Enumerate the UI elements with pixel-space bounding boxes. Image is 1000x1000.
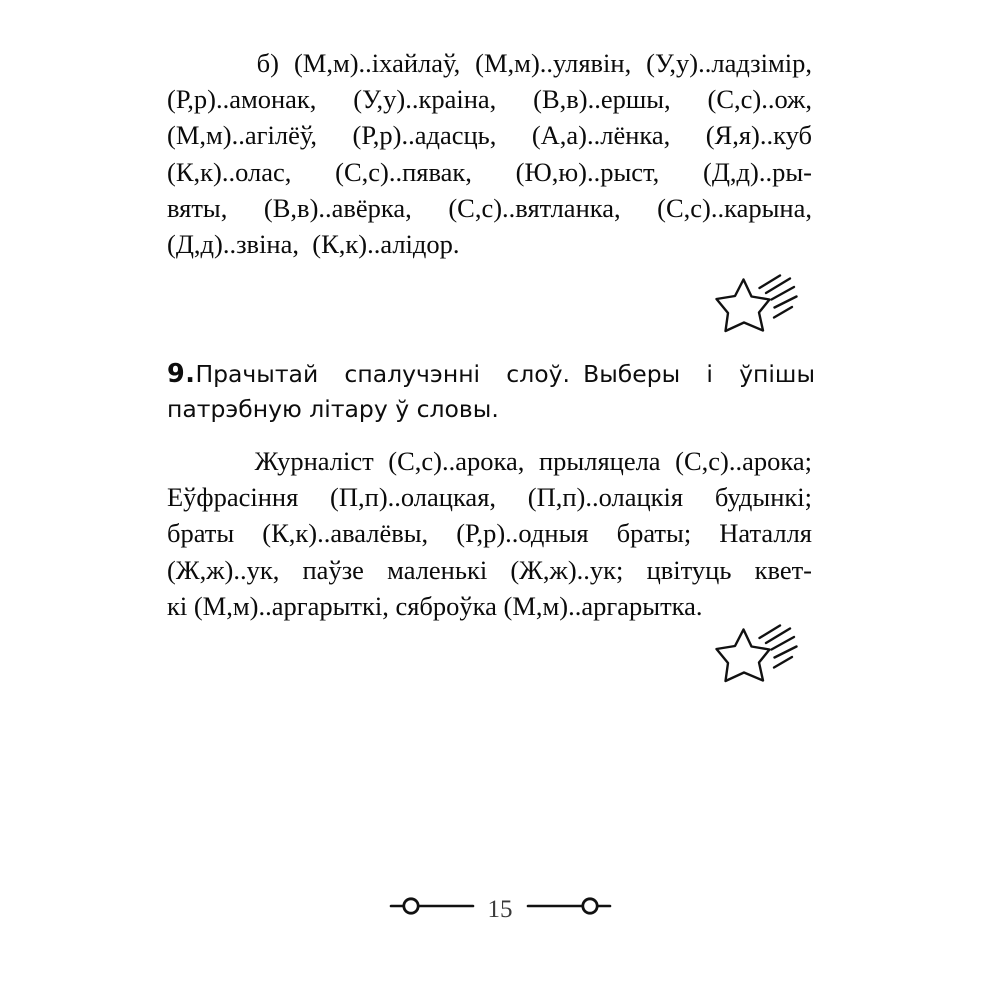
page-number: 15	[487, 896, 513, 923]
exercise-b-text-block	[167, 45, 812, 262]
text-line: б) (М,м)..іхайлаў, (М,м)..улявін, (У,у)..ладзімір,	[167, 48, 812, 78]
exercise-9-heading	[167, 357, 815, 427]
text-line: (М,м)..агілёў, (Р,р)..адасць, (А,а)..лёнка, (Я,я)..куб	[167, 120, 812, 151]
exercise-instruction-line: патрэбную літару ў словы.	[167, 395, 499, 423]
exercise-9-text-block	[167, 443, 812, 624]
text-line: Еўфрасіння (П,п)..олацкая, (П,п)..олацкія будынкі;	[167, 482, 812, 513]
text-line: вяты, (В,в)..авёрка, (С,с)..вятланка, (С,с)..карына,	[167, 192, 812, 223]
footer-ornament-left	[389, 896, 475, 921]
exercise-instruction-line: Прачытай спалучэнні слоў. Выберы і ўпішы	[195, 360, 815, 388]
shooting-star-icon	[714, 274, 800, 338]
shooting-star-icon	[714, 624, 800, 688]
text-line: (Д,д)..звіна, (К,к)..алідор.	[167, 229, 460, 260]
text-line: (Р,р)..амонак, (У,у)..краіна, (В,в)..ершы, (С,с)..ож,	[167, 84, 812, 115]
exercise-number: 9.	[167, 359, 196, 389]
text-line: браты (К,к)..авалёвы, (Р,р)..одныя браты; Наталля	[167, 518, 812, 549]
exercise-b-paragraph	[167, 45, 812, 262]
text-line: Журналіст (С,с)..арока, прыляцела (С,с)..арока;	[167, 446, 812, 476]
footer-ornament-right	[526, 896, 612, 921]
exercise-9-paragraph	[167, 443, 812, 624]
page-footer	[0, 896, 1000, 921]
text-line: кі (М,м)..аргарыткі, сяброўка (М,м)..аргарытка.	[167, 590, 703, 621]
text-line: (К,к)..олас, (С,с)..пявак, (Ю,ю)..рыст, (Д,д)..ры-	[167, 156, 812, 187]
text-line: (Ж,ж)..ук, паўзе маленькі (Ж,ж)..ук; цвітуць квет-	[167, 554, 812, 585]
